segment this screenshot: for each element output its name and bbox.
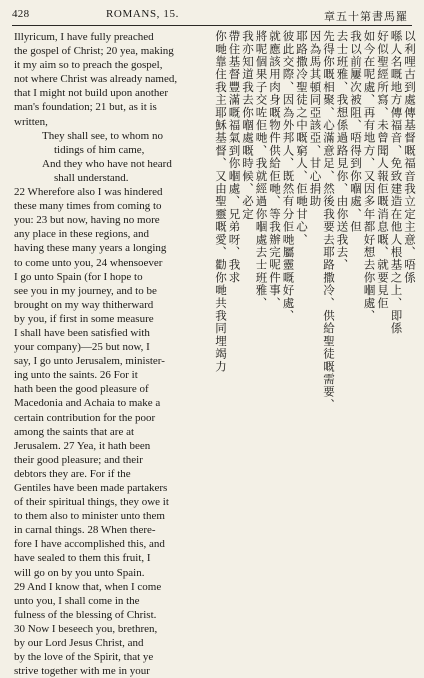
english-line: unto you, I shall come in the: [14, 594, 140, 607]
running-title: ROMANS, 15.: [106, 8, 179, 20]
english-line: They shall see, to whom no: [42, 129, 163, 142]
english-line: And they who have not heard: [42, 157, 172, 170]
english-line: by our Lord Jesus Christ, and: [14, 637, 144, 650]
english-line: that I might not build upon another: [14, 87, 168, 100]
english-line: by the love of the Spirit, that ye: [14, 651, 154, 664]
english-line: tidings of him came,: [54, 143, 145, 156]
english-line: to come unto you, 24 whensoever: [14, 256, 163, 269]
english-line: will go on by you unto Spain.: [14, 566, 145, 579]
english-line: say, I go unto Jerusalem, minister-: [14, 355, 165, 368]
chinese-column: 去士班雅、我想係過路見你、由你送我去、: [335, 30, 350, 272]
english-line: see you in my journey, and to be: [14, 284, 157, 297]
english-line: not where Christ was already named,: [14, 73, 178, 86]
english-line: in carnal things. 28 When there-: [14, 524, 156, 537]
chinese-column: 以利哩古到處傳基督嘅福音我立定主意、唔係: [403, 30, 417, 284]
english-line: fore I have accomplished this, and: [14, 538, 165, 551]
english-line: debtors they are. For if the: [14, 467, 131, 480]
english-line: hath been the good pleasure of: [14, 383, 149, 396]
english-text-column: [14, 30, 214, 678]
english-line: your company)—25 but now, I: [14, 341, 150, 354]
english-line: among the saints that are at: [14, 425, 135, 438]
chinese-column: 如今在呢處、再有地方、又因多年都好想去你嗰處、: [362, 30, 377, 323]
chinese-column: 耶路撒冷聖徒之中嘅窮人、佢哋甘心、: [295, 30, 309, 246]
english-line: their good pleasure; and their: [14, 453, 143, 466]
english-line: shall understand.: [54, 171, 129, 184]
english-line: certain contribution for the poor: [14, 411, 156, 424]
english-line: Illyricum, I have fully preached: [14, 31, 154, 43]
english-line: any place in these regions, and: [14, 228, 150, 241]
chinese-column: 你哋靠住我主耶穌基督、又由聖靈嘅愛、勸你哋共我同埋竭力: [214, 30, 228, 373]
chinese-column: 因為馬其頓同亞該亞、甘心捐助: [308, 30, 323, 208]
chinese-column: 我以前屢次被阻、唔得到你嗰處、但: [349, 30, 363, 234]
chinese-column: 就應該用肉身嘅物件供給佢哋、等我辦完呢件事、: [268, 30, 282, 310]
chinese-column: 將呢個果子交咗佢哋、我就經過你嗰處去士班雅、: [254, 30, 269, 310]
english-line: ing unto the saints. 26 For it: [14, 369, 138, 382]
english-line: written,: [14, 115, 48, 128]
english-line: brought on my way thitherward: [14, 298, 154, 311]
chinese-column: 帶住基督豐滿嘅福氣到你嗰處、兄弟呀、我求: [227, 30, 242, 284]
english-line: I go unto Spain (for I hope to: [14, 270, 143, 283]
english-line: it my aim so to preach the gospel,: [14, 59, 163, 72]
english-line: 29 And I know that, when I come: [14, 580, 162, 593]
chinese-column: 喺人名嘅地方傳福音、免致建造在他人根基之上、即係: [389, 30, 404, 335]
english-line: Macedonia and Achaia to make a: [14, 397, 161, 410]
english-line: the gospel of Christ; 20 yea, making: [14, 45, 174, 58]
english-line: of their spiritual things, they owe it: [14, 496, 169, 509]
english-line: Gentiles have been made partakers: [14, 482, 168, 494]
english-line: to them also to minister unto them: [14, 510, 165, 523]
english-line: fulness of the blessing of Christ.: [14, 608, 157, 621]
english-line: having these many years a longing: [14, 242, 167, 255]
page-header: [12, 8, 412, 24]
page-number: 428: [12, 8, 30, 20]
chinese-column: 彼此交際、因為外邦人、既然有分佢哋屬靈嘅好處、: [281, 30, 296, 323]
english-line: 22 Wherefore also I was hindered: [14, 186, 163, 199]
english-line: 30 Now I beseech you, brethren,: [14, 622, 158, 635]
english-line: you: 23 but now, having no more: [14, 214, 160, 227]
english-line: strive together with me in your: [14, 665, 150, 678]
english-line: by you, if first in some measure: [14, 312, 154, 325]
english-line: have sealed to them this fruit, I: [14, 552, 151, 565]
chinese-column: 我亦知道我去你嗰處嘅時候、必定: [241, 30, 255, 221]
header-rule: [12, 25, 412, 26]
english-line: these many times from coming to: [14, 200, 162, 213]
chinese-running-title: 章五十第書馬羅: [324, 10, 408, 23]
chinese-column: 好似聖經所寫、未曾聞人報佢嘅消息嘅、就要見佢: [376, 30, 390, 310]
english-line: I shall have been satisfied with: [14, 326, 150, 339]
english-line: Jerusalem. 27 Yea, it hath been: [14, 439, 151, 452]
english-line: man's foundation; 21 but, as it is: [14, 101, 157, 114]
chinese-column: 先得你嘅相聚、心滿意足、然後我要去耶路撒冷、供給聖徒嘅需要、: [322, 30, 336, 411]
